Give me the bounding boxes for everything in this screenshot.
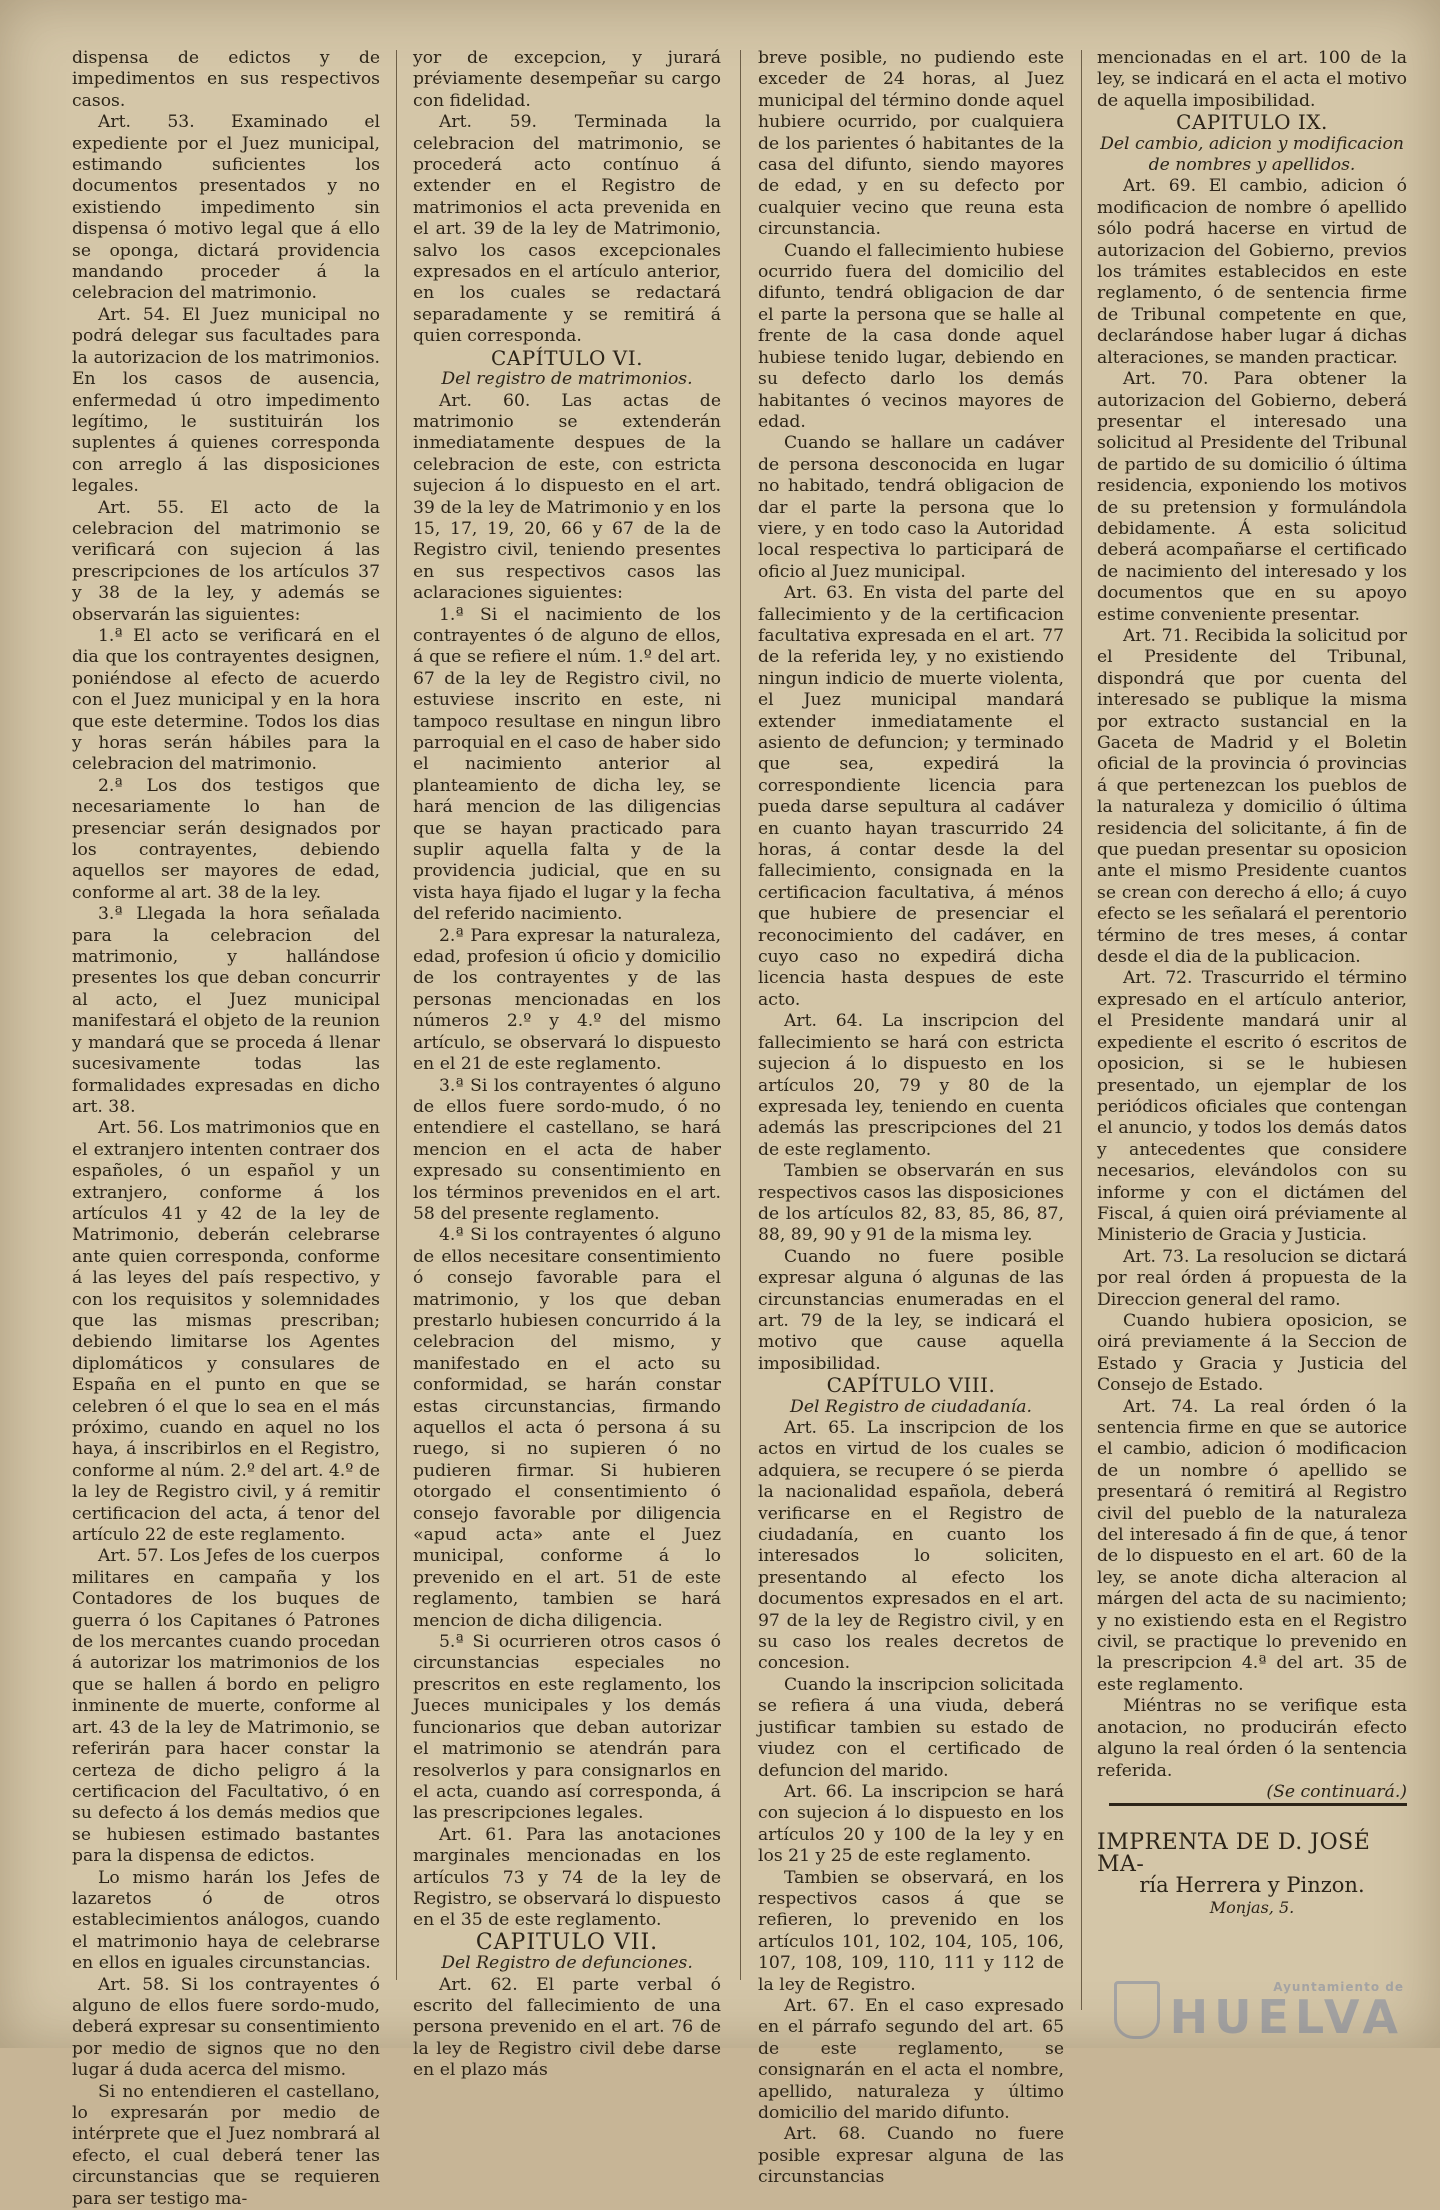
paragraph: Art. 59. Terminada la celebracion del matrimonio, se procederá acto contínuo á extender en el Registro de matrimonios el acta prevenida en el art. 39 de la ley de Matrimonio, salvo los casos excepcionales expresados en el artículo anterior, en los cuales se redactará separadamente y se remitirá á quien corresponda. <box>413 112 721 347</box>
chapter-heading: CAPITULO VII. <box>475 1929 659 1955</box>
paragraph: Art. 54. El Juez municipal no podrá delegar sus facultades para la autorizacion de los matrimonios. En los casos de ausencia, enfermedad ú otro impedimento legítimo, le sustituirán los suplentes á quienes corresponda con arreglo á las disposiciones legales. <box>72 304 380 497</box>
watermark-city: HUELVA <box>1169 1990 1404 2044</box>
paragraph: 1.ª Si el nacimiento de los contrayentes ó de alguno de ellos, á que se refiere el núm. 1.º del art. 67 de la ley de Registro civil, no estuviese inscrito en este, ni tampoco resultase en ningun libro parroquial en el caso de haber sido el nacimiento anterior al planteamiento de dicha ley, se hará mencion de las diligencias que se hayan practicado para suplir aquella falta y de la providencia judicial, que en su vista haya fijado el lugar y la fecha del referido nacimiento. <box>413 604 721 925</box>
paragraph: Art. 58. Si los contrayentes ó alguno de ellos fuere sordo-mudo, deberá expresar su consentimiento por medio de signos que no den lugar á duda acerca del mismo. <box>72 1974 380 2081</box>
chapter-subtitle: Del Registro de defunciones. <box>441 1953 693 1974</box>
column-rule <box>740 50 741 1980</box>
chapter-heading: CAPÍTULO VI. <box>490 345 644 370</box>
shield-icon <box>1114 1981 1160 2039</box>
paragraph: Cuando hubiera oposicion, se oirá previamente á la Seccion de Estado y Gracia y Justicia del Consejo de Estado. <box>1097 1310 1407 1396</box>
text-column-4 <box>1097 48 1407 2030</box>
paragraph: Lo mismo harán los Jefes de lazaretos ó de otros establecimientos análogos, cuando el matrimonio haya de celebrarse en ellos en iguales circunstancias. <box>72 1867 380 1974</box>
printer-name-cont: ría Herrera y Pinzon. <box>1139 1873 1365 1898</box>
paragraph: yor de excepcion, y jurará préviamente desempeñar su cargo con fidelidad. <box>413 48 721 111</box>
paragraph: dispensa de edictos y de impedimentos en sus respectivos casos. <box>72 48 380 111</box>
chapter-subtitle: Del registro de matrimonios. <box>441 369 693 390</box>
paragraph: Art. 69. El cambio, adicion ó modificacion de nombre ó apellido sólo podrá hacerse en virtud de autorizacion del Gobierno, previos los trámites establecidos en este reglamento, ó de sentencia firme de Tribunal competente en que, declarándose haber lugar á dichas alteraciones, se manden practicar. <box>1097 176 1407 368</box>
paragraph: Art. 56. Los matrimonios que en el extranjero intenten contraer dos españoles, ó un español y un extranjero, conforme á los artículos 41 y 42 de la ley de Matrimonio, deberán celebrarse ante quien corresponda, conforme á las leyes del país respectivo, y con los requisitos y solemnidades que las mismas prescriban; debiendo limitarse los Agentes diplomáticos y consulares de España en el punto en que se celebren ó el que lo sea en el más próximo, cuando en aquel no los haya, á inscribirlos en el Registro, conforme al núm. 2.º del art. 4.º de la ley de Registro civil, y á remitir certificacion del acta, á tenor del artículo 22 de este reglamento. <box>72 1118 380 1546</box>
paragraph: 1.ª El acto se verificará en el dia que los contrayentes designen, poniéndose al efecto de acuerdo con el Juez municipal y en la hora que este determine. Todos los dias y horas serán hábiles para la celebracion del matrimonio. <box>72 625 380 775</box>
paragraph: Art. 60. Las actas de matrimonio se extenderán inmediatamente despues de la celebracion de este, con estricta sujecion á lo dispuesto en el art. 39 de la ley de Matrimonio y en los 15, 17, 19, 20, 66 y 67 de la de Registro civil, teniendo presentes en sus respectivos casos las aclaraciones siguientes: <box>413 390 721 604</box>
watermark-label: Ayuntamiento de <box>1273 1980 1404 1994</box>
paragraph: Miéntras no se verifique esta anotacion, no producirán efecto alguno la real órden ó la sentencia referida. <box>1097 1696 1407 1781</box>
chapter-heading: CAPÍTULO VIII. <box>826 1373 996 1398</box>
paragraph: Art. 65. La inscripcion de los actos en virtud de los cuales se adquiera, se recupere ó se pierda la nacionalidad española, deberá verificarse en el Registro de ciudadanía, en cuanto los interesados lo soliciten, presentando al efecto los documentos expresados en el art. 97 de la ley de Registro civil, y en su caso los reales decretos de concesion. <box>758 1418 1064 1674</box>
paragraph: 4.ª Si los contrayentes ó alguno de ellos necesitare consentimiento ó consejo favorable para el matrimonio, y los que deban prestarlo hubiesen concurrido á la celebracion del mismo, y manifestado en el acto su conformidad, se harán constar estas circunstancias, firmando aquellos el acta ó persona á su ruego, si no supieren ó no pudieren firmar. Si hubieren otorgado el consentimiento ó consejo favorable por diligencia «apud acta» ante el Juez municipal, conforme á lo prevenido en el art. 51 de este reglamento, tambien se hará mencion de dicha diligencia. <box>413 1225 721 1631</box>
paragraph: Art. 74. La real órden ó la sentencia firme en que se autorice el cambio, adicion ó modificacion de un nombre ó apellido se presentará ó remitirá al Registro civil del pueblo de la naturaleza del interesado á fin de que, á tenor de lo dispuesto en el art. 60 de la ley, se anote dicha alteracion al márgen del acta de su nacimiento; y no existiendo esta en el Registro civil, se practique lo prevenido en la prescripcion 4.ª del art. 35 de este reglamento. <box>1097 1396 1407 1695</box>
paragraph: Art. 61. Para las anotaciones marginales mencionadas en los artículos 73 y 74 de la ley de Registro, se observará lo dispuesto en el 35 de este reglamento. <box>413 1824 721 1931</box>
paragraph: Art. 55. El acto de la celebracion del matrimonio se verificará con sujecion á las prescripciones de los artículos 37 y 38 de la ley, y además se observarán las siguientes: <box>72 497 380 625</box>
paragraph: Art. 67. En el caso expresado en el párrafo segundo del art. 65 de este reglamento, se consignarán en el acta el nombre, apellido, naturaleza y último domicilio del marido difunto. <box>758 1995 1064 2123</box>
paragraph: Cuando se hallare un cadáver de persona desconocida en lugar no habitado, tendrá obligacion de dar el parte la persona que lo viere, y en todo caso la Autoridad local respectiva lo participará de oficio al Juez municipal. <box>758 433 1064 582</box>
paragraph: Art. 68. Cuando no fuere posible expresar alguna de las circunstancias <box>758 2124 1064 2188</box>
paragraph: Art. 62. El parte verbal ó escrito del fallecimiento de una persona prevenido en el art. 76 de la ley de Registro civil debe darse en el plazo más <box>413 1974 721 2081</box>
paragraph: Tambien se observarán en sus respectivos casos las disposiciones de los artículos 82, 83, 85, 86, 87, 88, 89, 90 y 91 de la misma ley. <box>758 1161 1064 1246</box>
chapter-heading: CAPITULO IX. <box>1176 110 1328 135</box>
paragraph: 3.ª Si los contrayentes ó alguno de ellos fuere sordo-mudo, ó no entendiere el castellano, se hará mencion en el acta de haber expresado su consentimiento en los términos prevenidos en el art. 58 del presente reglamento. <box>413 1075 721 1224</box>
paragraph: Art. 53. Examinado el expediente por el Juez municipal, estimando suficientes los documentos presentados y no existiendo impedimento sin dispensa ó motivo legal que á ello se oponga, dictará providencia mandando proceder á la celebracion del matrimonio. <box>72 112 380 304</box>
text-column-1 <box>72 48 380 2209</box>
printer-name: IMPRENTA DE D. JOSÉ MA- <box>1097 1830 1371 1877</box>
imprint-divider <box>1109 1803 1407 1806</box>
continued-note: (Se continuará.) <box>1266 1781 1407 1802</box>
paragraph: Art. 73. La resolucion se dictará por real órden á propuesta de la Direccion general del ramo. <box>1097 1246 1407 1310</box>
paragraph: Cuando el fallecimiento hubiese ocurrido fuera del domicilio del difunto, tendrá obligacion de dar el parte la persona que se halle al frente de la casa donde aquel hubiese tenido lugar, debiendo en su defecto darlo los demás habitantes ó vecinos mayores de edad. <box>758 240 1064 432</box>
paragraph: 3.ª Llegada la hora señalada para la celebracion del matrimonio, y hallándose presentes los que deban concurrir al acto, el Juez municipal manifestará el objeto de la reunion y mandará que se proceda á llenar sucesivamente todas las formalidades expresadas en dicho art. 38. <box>72 904 380 1117</box>
chapter-subtitle: Del Registro de ciudadanía. <box>790 1396 1032 1417</box>
column-rule <box>396 50 397 1980</box>
paragraph: 5.ª Si ocurrieren otros casos ó circunstancias especiales no prescritos en este reglamento, los Jueces municipales y los demás funcionarios que deban autorizar el matrimonio se atendrán para resolverlos y para consignarlos en el acta, cuando así corresponda, á las prescripciones legales. <box>413 1632 721 1824</box>
paragraph: Art. 72. Trascurrido el término expresado en el artículo anterior, el Presidente mandará unir al expediente el escrito ó escritos de oposicion, si se le hubiesen presentado, un ejemplar de los periódicos oficiales que contengan el anuncio, y todos los demás datos y antecedentes que considere necesarios, elevándolos con su informe y con el dictámen del Fiscal, á quien oirá préviamente al Ministerio de Gracia y Justicia. <box>1097 968 1407 1246</box>
paragraph: Art. 66. La inscripcion se hará con sujecion á lo dispuesto en los artículos 20 y 100 de la ley y en los 21 y 25 de este reglamento. <box>758 1781 1064 1867</box>
paragraph: Tambien se observará, en los respectivos casos á que se refieren, lo prevenido en los artículos 101, 102, 104, 105, 106, 107, 108, 109, 110, 111 y 112 de la ley de Registro. <box>758 1867 1064 1995</box>
text-column-3 <box>758 48 1064 2188</box>
paragraph: Cuando no fuere posible expresar alguna ó algunas de las circunstancias enumeradas en el art. 79 de la ley, se indicará el motivo que cause aquella imposibilidad. <box>758 1246 1064 1374</box>
paragraph: 2.ª Los dos testigos que necesariamente lo han de presenciar serán designados por los contrayentes, debiendo aquellos ser mayores de edad, conforme al art. 38 de la ley. <box>72 775 380 903</box>
column-rule <box>1081 50 1082 2010</box>
chapter-subtitle: Del cambio, adicion y modificacion de nombres y apellidos. <box>1100 133 1404 176</box>
archive-watermark <box>1114 1980 1404 2044</box>
paragraph: 2.ª Para expresar la naturaleza, edad, profesion ú oficio y domicilio de los contrayentes y de las personas mencionadas en los números 2.º y 4.º del mismo artículo, se observará lo dispuesto en el 21 de este reglamento. <box>413 925 721 1075</box>
paragraph: Cuando la inscripcion solicitada se refiera á una viuda, deberá justificar tambien su estado de viudez con el certificado de defuncion del marido. <box>758 1674 1064 1781</box>
paragraph: Art. 64. La inscripcion del fallecimiento se hará con estricta sujecion á lo dispuesto en los artículos 20, 79 y 80 de la expresada ley, teniendo en cuenta además las prescripciones del 21 de este reglamento. <box>758 1011 1064 1160</box>
text-column-2 <box>413 48 721 2081</box>
paragraph: mencionadas en el art. 100 de la ley, se indicará en el acta el motivo de aquella imposibilidad. <box>1097 48 1407 111</box>
paragraph: Art. 70. Para obtener la autorizacion del Gobierno, deberá presentar el interesado una solicitud al Presidente del Tribunal de partido de su domicilio ó última residencia, exponiendo los motivos de su pretension y formulándola debidamente. Á esta solicitud deberá acompañarse el certificado de nacimiento del interesado y los documentos que en su apoyo estime conveniente presentar. <box>1097 369 1407 625</box>
paragraph: Art. 57. Los Jefes de los cuerpos militares en campaña y los Contadores de los buques de guerra ó los Capitanes ó Patrones de los mercantes cuando procedan á autorizar los matrimonios de los que se hallen á bordo en peligro inminente de muerte, conforme al art. 43 de la ley de Matrimonio, se referirán para hacer constar la certeza de dicho peligro á la certificacion del Facultativo, ó en su defecto á los demás medios que se hubiesen estimado bastantes para la dispensa de edictos. <box>72 1546 380 1867</box>
paragraph: Art. 71. Recibida la solicitud por el Presidente del Tribunal, dispondrá que por cuenta del interesado se publique la misma por extracto sustancial en la Gaceta de Madrid y el Boletin oficial de la provincia ó provincias á que pertenezcan los pueblos de la naturaleza y domicilio ó última residencia del solicitante, á fin de que puedan presentar su oposicion ante el mismo Presidente cuantos se crean con derecho á ello; á cuyo efecto se les señalará el perentorio término de tres meses, á contar desde el dia de la publicacion. <box>1097 625 1407 968</box>
paragraph: Art. 63. En vista del parte del fallecimiento y de la certificacion facultativa expresada en el art. 77 de la referida ley, y no existiendo ningun indicio de muerte violenta, el Juez municipal mandará extender inmediatamente el asiento de defuncion; y terminado que sea, expedirá la correspondiente licencia para pueda darse sepultura al cadáver en cuanto hayan trascurrido 24 horas, á contar desde la del fallecimiento, consignada en la certificacion facultativa, á ménos que hubiere de presenciar el reconocimiento del cadáver, en cuyo caso no expedirá dicha licencia hasta despues de este acto. <box>758 583 1064 1010</box>
paragraph: Si no entendieren el castellano, lo expresarán por medio de intérprete que el Juez nombrará al efecto, el cual deberá tener las circunstancias que se requieren para ser testigo ma- <box>72 2081 380 2209</box>
printer-address: Monjas, 5. <box>1209 1897 1295 1917</box>
paragraph: breve posible, no pudiendo este exceder de 24 horas, al Juez municipal del término donde aquel hubiere ocurrido, por cualquiera de los parientes ó habitantes de la casa del difunto, siendo mayores de edad, y en su defecto por cualquier vecino que reuna esta circunstancia. <box>758 48 1064 240</box>
